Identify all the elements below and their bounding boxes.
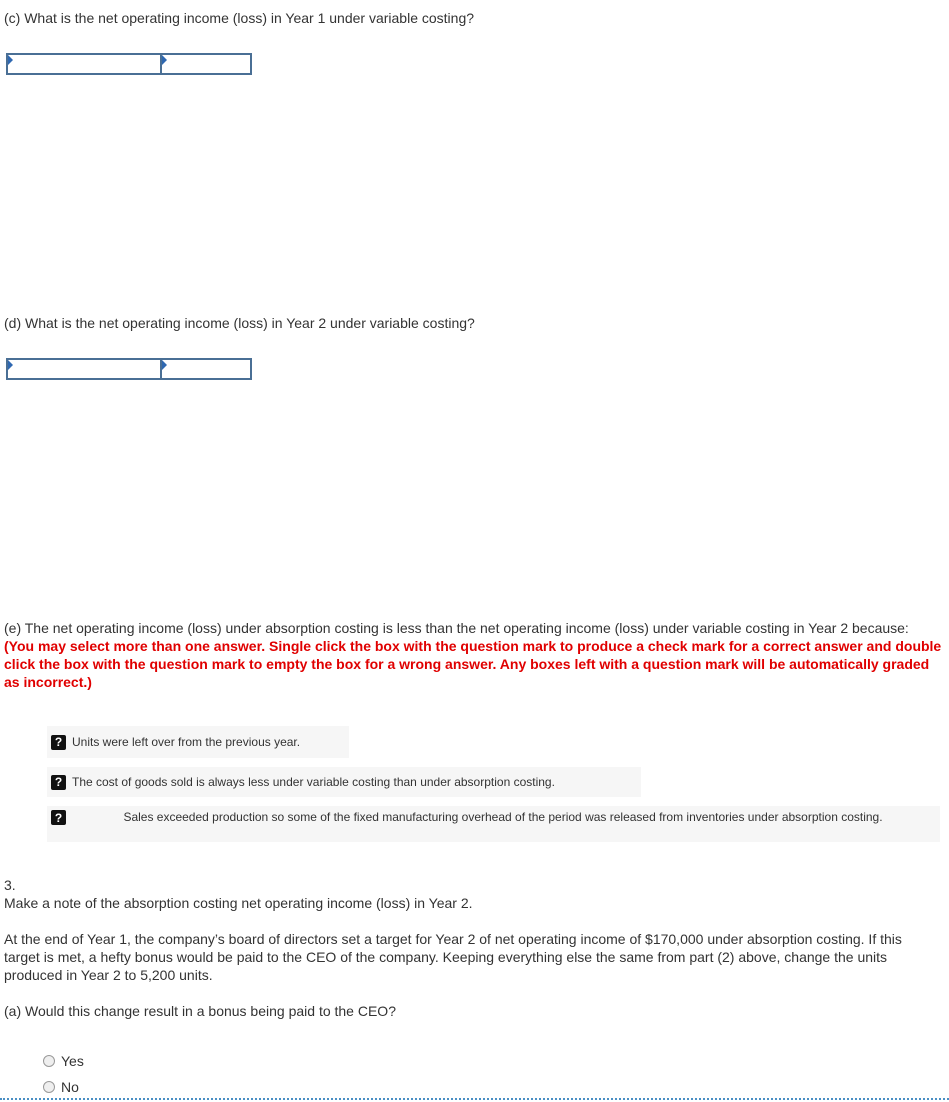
section3-note: Make a note of the absorption costing net operating income (loss) in Year 2. (4, 895, 473, 911)
option-label: Sales exceeded production so some of the fixed manufacturing overhead of the period was released from inventories under absorption costing. (123, 810, 883, 824)
flag-icon (162, 360, 167, 370)
option-label: Units were left over from the previous year. (72, 735, 301, 749)
section3-paragraph: At the end of Year 1, the company’s board of directors set a target for Year 2 of net operating income of $170,000 under absorption costing. If this target is met, a hefty bonus would be paid to the CEO of the company. Keeping everything else the same from part (2) above, change the units produced in Year 2 to 5,200 units. (4, 931, 902, 983)
radio-button[interactable] (43, 1055, 55, 1067)
part-e-option-3 (47, 806, 940, 842)
part-e-instructions: (You may select more than one answer. Single click the box with the question mark to produce a check mark for a correct answer and double click the box with the question mark to empty the box for a wrong answer. Any boxes left with a question mark will be automatically graded as incorrect.) (4, 638, 942, 690)
flag-icon (8, 360, 13, 370)
part-d-question: (d) What is the net operating income (loss) in Year 2 under variable costing? (4, 315, 475, 331)
part-e-question-block (4, 619, 942, 691)
question-mark-box[interactable]: ? (51, 775, 66, 790)
part-e-option-2 (47, 767, 641, 797)
flag-icon (8, 55, 13, 65)
section-number: 3. (4, 877, 16, 893)
part-d-amount-input[interactable] (160, 358, 252, 380)
section3-question-a: (a) Would this change result in a bonus being paid to the CEO? (4, 1003, 396, 1019)
part-d-answer-row (6, 358, 252, 378)
flag-icon (162, 55, 167, 65)
part-e-option-1 (47, 726, 349, 758)
radio-label: No (61, 1079, 79, 1095)
question-mark-box[interactable]: ? (51, 810, 66, 825)
radio-label: Yes (61, 1053, 84, 1069)
radio-option-yes[interactable] (43, 1053, 84, 1069)
question-mark-box[interactable]: ? (51, 735, 66, 750)
radio-button[interactable] (43, 1081, 55, 1093)
radio-option-no[interactable] (43, 1079, 79, 1095)
section-divider (0, 1098, 949, 1100)
option-label: The cost of goods sold is always less under variable costing than under absorption costing. (72, 775, 555, 789)
part-d-label-input[interactable] (6, 358, 162, 380)
part-e-question: (e) The net operating income (loss) under absorption costing is less than the net operating income (loss) under variable costing in Year 2 because: (4, 620, 909, 636)
part-c-label-input[interactable] (6, 53, 162, 75)
part-c-question: (c) What is the net operating income (loss) in Year 1 under variable costing? (4, 10, 475, 26)
part-c-amount-input[interactable] (160, 53, 252, 75)
part-c-answer-row (6, 53, 252, 73)
